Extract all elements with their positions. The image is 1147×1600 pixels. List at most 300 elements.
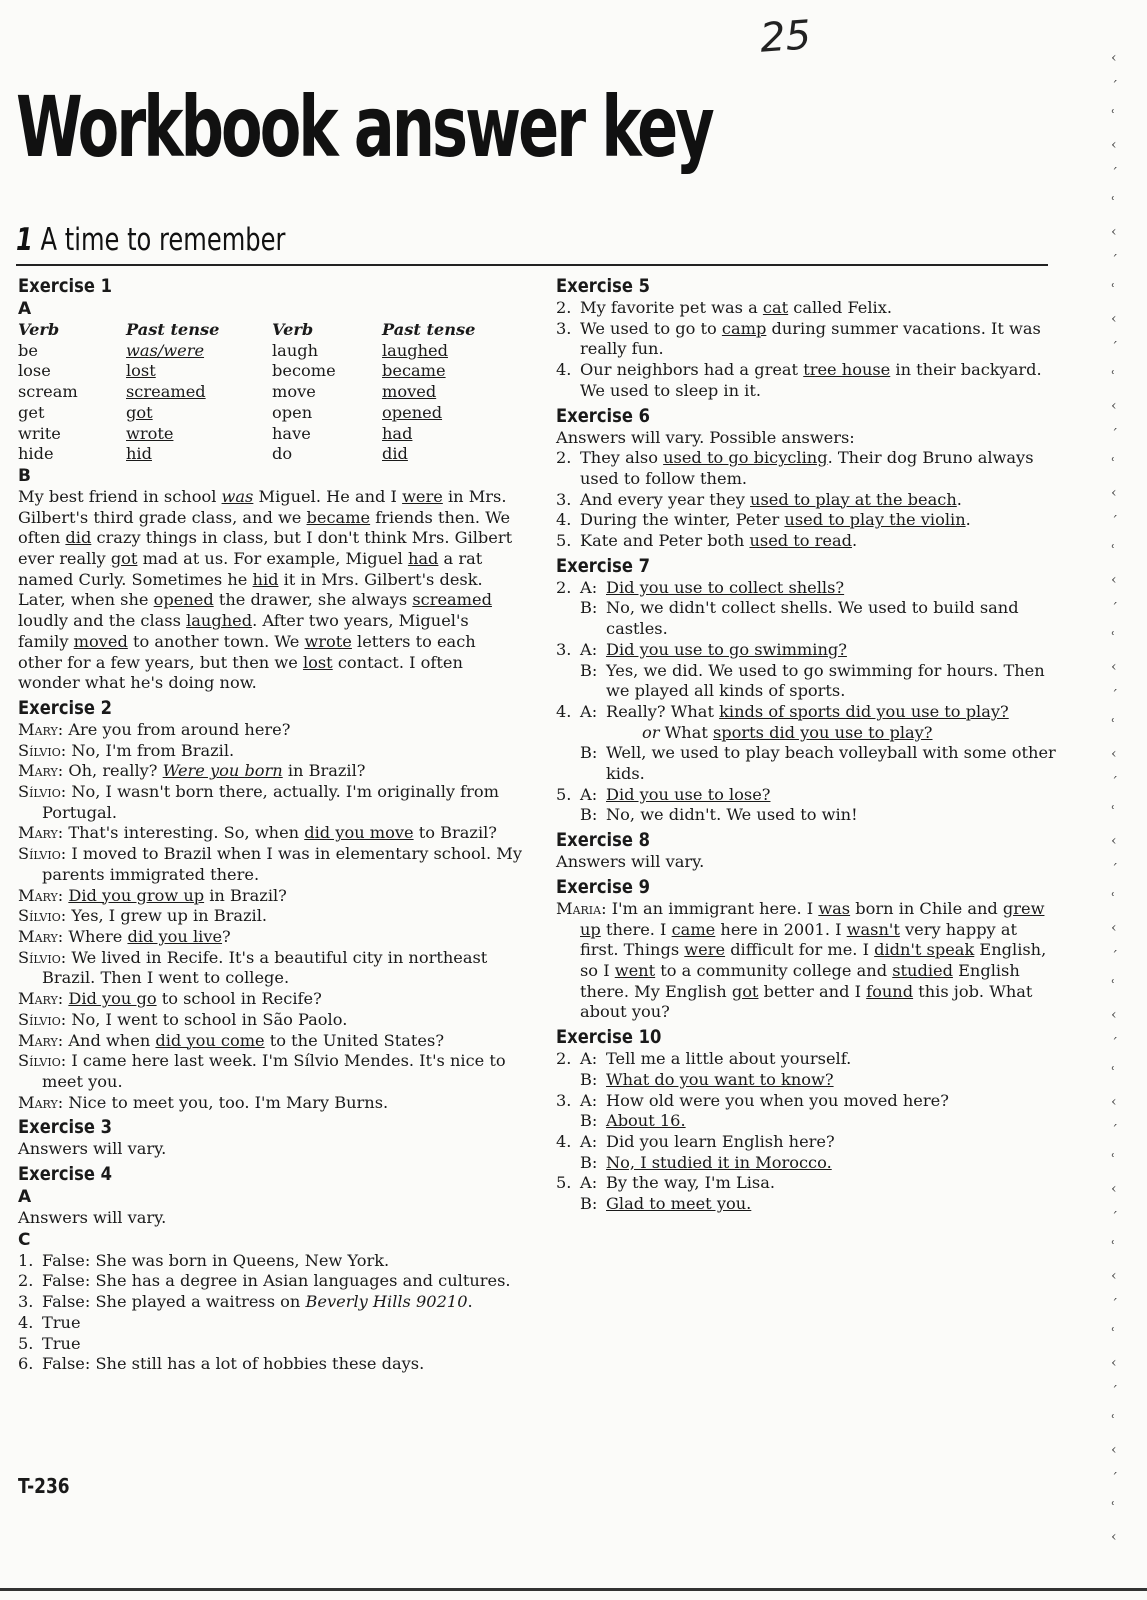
text-run: True <box>42 1333 81 1353</box>
dialogue-line <box>18 782 523 823</box>
item-number: 2. <box>556 1049 572 1069</box>
bottom-scan-line <box>0 1588 1147 1591</box>
answer-text: About 16. <box>606 1111 686 1131</box>
exercise-9-paragraph <box>556 899 1056 1023</box>
past-tense-cell <box>126 424 272 445</box>
dialogue-line <box>556 1091 1056 1112</box>
exercise-4-c-list <box>18 1251 523 1375</box>
verb-cell <box>18 403 126 424</box>
verb-table-header <box>18 320 512 341</box>
text-run: No, I'm from Brazil. <box>66 740 235 760</box>
answer-text: Did you use to go swimming? <box>606 639 847 659</box>
dialogue-line <box>556 702 1056 723</box>
verb-cell <box>272 424 382 445</box>
past-tense-header: Past tense <box>126 320 220 339</box>
scan-mark: ´ <box>1111 949 1118 965</box>
line-text <box>606 1111 1056 1132</box>
speaker-name: Mary: <box>18 1030 64 1050</box>
dialogue-line <box>556 1070 1056 1091</box>
past-tense-answer: did <box>382 444 408 464</box>
exercise-4-part-c: C <box>18 1229 31 1250</box>
answer-text: What do you want to know? <box>606 1069 834 1089</box>
exercise-3-heading: Exercise 3 <box>18 1116 112 1139</box>
text-run: We lived in Recife. It's a beautiful city in northeast Brazil. Then I went to college. <box>42 947 488 988</box>
text-run: to school in Recife? <box>156 989 322 1009</box>
scan-mark: ‹ <box>1111 920 1117 936</box>
text-run: I came here last week. I'm Sílvio Mendes. It's nice to meet you. <box>42 1051 506 1091</box>
scan-mark: ʿ <box>1111 891 1116 907</box>
scan-mark: ‹ <box>1111 1007 1117 1023</box>
text-run: By the way, I'm Lisa. <box>606 1173 776 1193</box>
dialogue-line <box>556 805 1056 826</box>
speaker-label: A: <box>580 1173 598 1193</box>
text-run: difficult for me. I <box>725 940 875 960</box>
scan-mark: ʿ <box>1111 1065 1116 1081</box>
dialogue-line <box>18 823 523 844</box>
line-text <box>606 785 1056 806</box>
past-tense-header: Past tense <box>382 320 476 339</box>
scan-mark: ´ <box>1111 1123 1118 1139</box>
item-number <box>556 805 580 826</box>
verb-row <box>18 382 512 403</box>
text-run: crazy things in class, but I don't think Mrs. Gilbert ever really <box>18 528 513 569</box>
exercise-6-list <box>556 448 1056 552</box>
dialogue-line <box>556 640 1056 661</box>
left-column <box>18 272 523 1375</box>
line-text <box>606 1194 1056 1215</box>
dialogue-line <box>556 1173 1056 1194</box>
list-item <box>556 490 1056 511</box>
answer-text: was <box>818 898 851 918</box>
text-run: the drawer, she always <box>213 590 413 610</box>
answer-text: Were you born <box>162 761 283 781</box>
scan-mark: ´ <box>1111 514 1118 530</box>
verb-row <box>18 341 512 362</box>
verb-text: lose <box>18 361 51 381</box>
answer-text: became <box>306 507 371 527</box>
item-text <box>580 448 1056 489</box>
text-run: And every year they <box>580 489 751 509</box>
exercise-4-part-a: A <box>18 1187 32 1208</box>
dialogue-line <box>556 743 1056 784</box>
line-text <box>606 578 1056 599</box>
list-item <box>556 531 1056 552</box>
past-tense-cell <box>382 341 512 362</box>
text-run: mad at us. For example, Miguel <box>137 549 408 569</box>
item-text <box>42 1313 523 1334</box>
scan-mark: ‹ <box>1111 485 1117 501</box>
past-tense-answer: laughed <box>382 340 448 360</box>
scan-mark: ʿ <box>1111 282 1116 298</box>
verb-cell <box>18 424 126 445</box>
item-text <box>580 319 1056 360</box>
item-text <box>580 360 1056 401</box>
answer-text: moved <box>73 631 128 651</box>
dialogue-line <box>18 989 523 1010</box>
verb-table <box>18 320 512 465</box>
speaker-label: B: <box>580 1194 598 1214</box>
line-text <box>606 702 1056 723</box>
line-text <box>606 1173 1056 1194</box>
verb-cell <box>272 361 382 382</box>
text-run: Tell me a little about yourself. <box>606 1049 852 1069</box>
past-tense-cell <box>382 361 512 382</box>
verb-cell <box>18 361 126 382</box>
dialogue-line <box>556 785 1056 806</box>
exercise-10-heading: Exercise 10 <box>556 1026 662 1049</box>
answer-text: laughed <box>186 611 253 631</box>
exercise-1-b-paragraph <box>18 487 523 694</box>
exercise-3-text: Answers will vary. <box>18 1139 167 1159</box>
scan-mark: ʿ <box>1111 717 1116 733</box>
text-run: False: She still has a lot of hobbies these days. <box>42 1354 425 1374</box>
speaker-name: Mary: <box>18 926 64 946</box>
dialogue-line <box>18 1010 523 1031</box>
speaker-label: A: <box>580 784 598 804</box>
answer-text: were <box>402 486 443 506</box>
scan-mark: ʿ <box>1111 543 1116 559</box>
text-run: We used to go to <box>580 318 722 338</box>
dialogue-line <box>18 741 523 762</box>
line-text <box>606 661 1056 702</box>
answer-text: were <box>684 940 726 960</box>
verb-cell <box>18 444 126 465</box>
speaker-label: B: <box>580 1152 598 1172</box>
item-number <box>556 723 580 744</box>
past-tense-cell <box>126 444 272 465</box>
scan-mark: ‹ <box>1111 746 1117 762</box>
line-text <box>606 640 1056 661</box>
line-text <box>606 723 1056 744</box>
exercise-1-part-b: B <box>18 465 31 486</box>
exercise-5-heading: Exercise 5 <box>556 275 650 297</box>
verb-text: become <box>272 361 336 381</box>
text-run: False: She has a degree in Asian languages and cultures. <box>42 1271 511 1291</box>
list-item <box>18 1354 523 1375</box>
scan-mark: ´ <box>1111 1210 1118 1226</box>
answer-text: sports did you use to play? <box>713 722 933 742</box>
line-text <box>606 1070 1056 1091</box>
answer-text: opened <box>153 590 214 610</box>
scan-mark: ´ <box>1111 1297 1118 1313</box>
scan-mark: ʿ <box>1111 1500 1116 1516</box>
scan-mark: ´ <box>1111 1471 1118 1487</box>
answer-text: kinds of sports did you use to play? <box>719 701 1009 721</box>
line-text <box>606 598 1056 639</box>
speaker-label: A: <box>580 1090 598 1110</box>
text-run: letters to each other for a few years, but then we <box>18 631 476 672</box>
speaker-name: Maria: <box>556 898 607 918</box>
past-tense-answer: got <box>126 402 153 422</box>
text-run: . <box>852 531 858 551</box>
dialogue-line <box>18 844 523 885</box>
item-number: 4. <box>18 1312 34 1332</box>
verb-header: Verb <box>272 320 314 339</box>
text-run: better and I <box>758 981 867 1001</box>
text-run: Where <box>63 926 128 946</box>
answer-text: wrote <box>304 631 352 651</box>
speaker-name: Sílvio: <box>18 740 67 760</box>
speaker-label: B: <box>580 1111 598 1131</box>
dialogue-line <box>18 761 523 782</box>
scan-mark: ʿ <box>1111 978 1116 994</box>
verb-text: be <box>18 340 38 360</box>
list-item <box>556 360 1056 401</box>
unit-title: A time to remember <box>40 222 286 258</box>
answer-text: Glad to meet you. <box>606 1194 752 1214</box>
item-number: 5. <box>556 1173 572 1193</box>
answer-text: hid <box>252 569 279 589</box>
exercise-7-list <box>556 578 1056 826</box>
text-run: very happy at first. Things <box>580 919 1018 960</box>
verb-text: hide <box>18 444 54 464</box>
item-number <box>556 1194 580 1215</box>
text-run: contact. I often wonder what he's doing now. <box>18 652 463 693</box>
text-run: born in Chile and <box>850 898 1003 918</box>
item-number: 3. <box>18 1292 34 1312</box>
text-run: No, I went to school in São Paolo. <box>66 1009 348 1029</box>
scan-mark: ‹ <box>1111 1442 1117 1458</box>
exercise-8-text: Answers will vary. <box>556 852 705 872</box>
list-item <box>18 1334 523 1355</box>
past-tense-cell <box>126 382 272 403</box>
text-run: in Mrs. Gilbert's third grade class, and we <box>18 486 507 527</box>
scan-mark: ‹ <box>1111 224 1117 240</box>
item-number <box>556 1070 580 1091</box>
answer-text: found <box>866 981 914 1001</box>
past-tense-cell <box>382 403 512 424</box>
item-number: 1. <box>18 1250 34 1270</box>
speaker-name: Sílvio: <box>18 1051 67 1071</box>
past-tense-answer: hid <box>126 444 152 464</box>
dialogue-line <box>18 1051 523 1092</box>
text-run: here in 2001. I <box>715 919 847 939</box>
speaker-name: Mary: <box>18 823 64 843</box>
handwritten-page-number: 25 <box>758 12 813 62</box>
text-run: They also <box>580 448 664 468</box>
verb-text: scream <box>18 382 78 402</box>
item-number: 4. <box>556 701 572 721</box>
verb-cell <box>272 341 382 362</box>
dialogue-line <box>556 578 1056 599</box>
text-run: . <box>956 489 962 509</box>
answer-text: went <box>614 960 656 980</box>
exercise-2-dialogue <box>18 720 523 1113</box>
scan-mark: ʿ <box>1111 1152 1116 1168</box>
answer-text: used to read <box>749 531 853 551</box>
verb-cell <box>272 382 382 403</box>
text-run: to Brazil? <box>413 823 497 843</box>
margin-scan-marks <box>1111 40 1131 1580</box>
dialogue-line <box>556 1132 1056 1153</box>
scan-mark: ´ <box>1111 79 1118 95</box>
item-number: 2. <box>18 1271 34 1291</box>
text-run: . Their dog Bruno always used to follow them. <box>580 448 1034 488</box>
dialogue-line <box>18 906 523 927</box>
answer-text: Did you go <box>68 989 157 1009</box>
page-title: Workbook answer key <box>16 78 712 176</box>
answer-text: did you live <box>127 926 223 946</box>
text-run: And when <box>63 1030 156 1050</box>
dialogue-line <box>556 1194 1056 1215</box>
text-run: No, I wasn't born there, actually. I'm originally from Portugal. <box>42 782 499 822</box>
exercise-9-heading: Exercise 9 <box>556 875 650 898</box>
verb-cell <box>18 341 126 362</box>
dialogue-line <box>556 1049 1056 1070</box>
item-number: 5. <box>556 531 572 551</box>
item-number: 5. <box>556 784 572 804</box>
answer-text: cat <box>762 298 789 317</box>
text-run: there. I <box>600 919 672 939</box>
verb-text: write <box>18 423 61 443</box>
speaker-label: A: <box>580 1049 598 1069</box>
text-run: True <box>42 1312 81 1332</box>
text-run: . <box>467 1292 473 1312</box>
text-run: My best friend in school <box>18 486 222 506</box>
scan-mark: ʿ <box>1111 1326 1116 1342</box>
past-tense-cell <box>382 424 512 445</box>
item-number: 5. <box>18 1333 34 1353</box>
answer-text: used to go bicycling <box>663 448 828 468</box>
item-number <box>556 598 580 639</box>
text-run: English, so I <box>580 940 1047 980</box>
verb-text: open <box>272 402 313 422</box>
item-number: 3. <box>556 639 572 659</box>
speaker-label: B: <box>580 1069 598 1089</box>
scan-mark: ´ <box>1111 862 1118 878</box>
answer-text: Did you use to lose? <box>606 784 771 804</box>
list-item <box>18 1271 523 1292</box>
text-run: Did you learn English here? <box>606 1131 835 1151</box>
scan-mark: ‹ <box>1111 1355 1117 1371</box>
scan-mark: ʿ <box>1111 456 1116 472</box>
speaker-name: Sílvio: <box>18 906 67 926</box>
answer-text: Did you grow up <box>68 885 205 905</box>
verb-cell <box>272 444 382 465</box>
exercise-5-list <box>556 298 1056 402</box>
answer-text: used to play at the beach <box>750 489 957 509</box>
speaker-name: Mary: <box>18 719 64 739</box>
past-tense-answer: moved <box>382 382 437 402</box>
scan-mark: ´ <box>1111 166 1118 182</box>
scan-mark: ´ <box>1111 601 1118 617</box>
speaker-label: A: <box>580 701 598 721</box>
speaker-label: A: <box>580 577 598 597</box>
dialogue-line <box>18 720 523 741</box>
item-text <box>580 490 1056 511</box>
text-run: Oh, really? <box>63 761 163 781</box>
answer-text: got <box>110 549 138 569</box>
text-run: a rat named Curly. Sometimes he <box>18 549 483 589</box>
list-item <box>556 510 1056 531</box>
text-run: No, we didn't collect shells. We used to build sand castles. <box>606 598 1019 639</box>
scan-mark: ´ <box>1111 340 1118 356</box>
exercise-2-heading: Exercise 2 <box>18 696 112 719</box>
list-item <box>556 448 1056 489</box>
text-run: in their backyard. We used to sleep in it. <box>580 360 1042 400</box>
scan-mark: ʿ <box>1111 1239 1116 1255</box>
text-run: I'm an immigrant here. I <box>606 898 819 918</box>
answer-text: was <box>221 486 254 506</box>
list-item <box>18 1313 523 1334</box>
verb-cell <box>272 403 382 424</box>
past-tense-cell <box>382 444 512 465</box>
scan-mark: ʿ <box>1111 630 1116 646</box>
item-text <box>580 298 1056 319</box>
exercise-8-heading: Exercise 8 <box>556 829 650 852</box>
dialogue-line <box>556 598 1056 639</box>
speaker-label: A: <box>580 639 598 659</box>
scan-mark: ´ <box>1111 1036 1118 1052</box>
scan-mark: ´ <box>1111 775 1118 791</box>
answer-text: screamed <box>412 590 492 610</box>
answer-text: camp <box>721 318 767 338</box>
speaker-name: Sílvio: <box>18 1009 67 1029</box>
line-text <box>606 1049 1056 1070</box>
item-text <box>42 1251 523 1272</box>
text-run: False: She was born in Queens, New York. <box>42 1250 390 1270</box>
answer-text: used to play the violin <box>784 510 966 530</box>
text-run: False: She played a waitress on <box>42 1292 306 1312</box>
speaker-label: B: <box>580 805 598 825</box>
past-tense-answer: lost <box>126 361 156 381</box>
item-number <box>556 743 580 784</box>
item-number: 2. <box>556 298 572 317</box>
text-run: Really? What <box>606 701 720 721</box>
right-column <box>556 272 1056 1215</box>
item-number <box>556 1153 580 1174</box>
answer-text: didn't speak <box>874 940 975 960</box>
item-number: 4. <box>556 1131 572 1151</box>
answer-text: wasn't <box>846 919 900 939</box>
verb-row <box>18 403 512 424</box>
scan-mark: ʿ <box>1111 804 1116 820</box>
list-item <box>556 319 1056 360</box>
exercise-4-a-text: Answers will vary. <box>18 1208 167 1228</box>
answer-text: No, I studied it in Morocco. <box>606 1152 832 1172</box>
past-tense-answer: screamed <box>126 382 206 402</box>
item-text <box>580 510 1056 531</box>
verb-cell <box>18 382 126 403</box>
text-run: How old were you when you moved here? <box>606 1090 949 1110</box>
answer-text: got <box>731 981 759 1001</box>
past-tense-answer: opened <box>382 402 443 422</box>
item-text <box>42 1271 523 1292</box>
text-run: Are you from around here? <box>63 719 291 739</box>
header-rule <box>16 264 1048 266</box>
line-text <box>606 805 1056 826</box>
answer-text: came <box>671 919 716 939</box>
page-number: T-236 <box>18 1474 70 1498</box>
text-run: ? <box>222 926 231 946</box>
item-number: 3. <box>556 1090 572 1110</box>
past-tense-cell <box>382 382 512 403</box>
exercise-4-heading: Exercise 4 <box>18 1163 112 1186</box>
scan-mark: ‹ <box>1111 311 1117 327</box>
item-number: 3. <box>556 489 572 509</box>
verb-text: do <box>272 444 293 464</box>
item-number: 4. <box>556 510 572 530</box>
scan-mark: ‹ <box>1111 137 1117 153</box>
speaker-label: B: <box>580 660 598 680</box>
speaker-name: Sílvio: <box>18 844 67 864</box>
text-run: this job. What about you? <box>580 981 1033 1022</box>
past-tense-answer: wrote <box>126 423 174 443</box>
scan-mark: ´ <box>1111 427 1118 443</box>
dialogue-line <box>18 1093 523 1114</box>
unit-heading <box>16 222 285 258</box>
scan-mark: ʿ <box>1111 369 1116 385</box>
